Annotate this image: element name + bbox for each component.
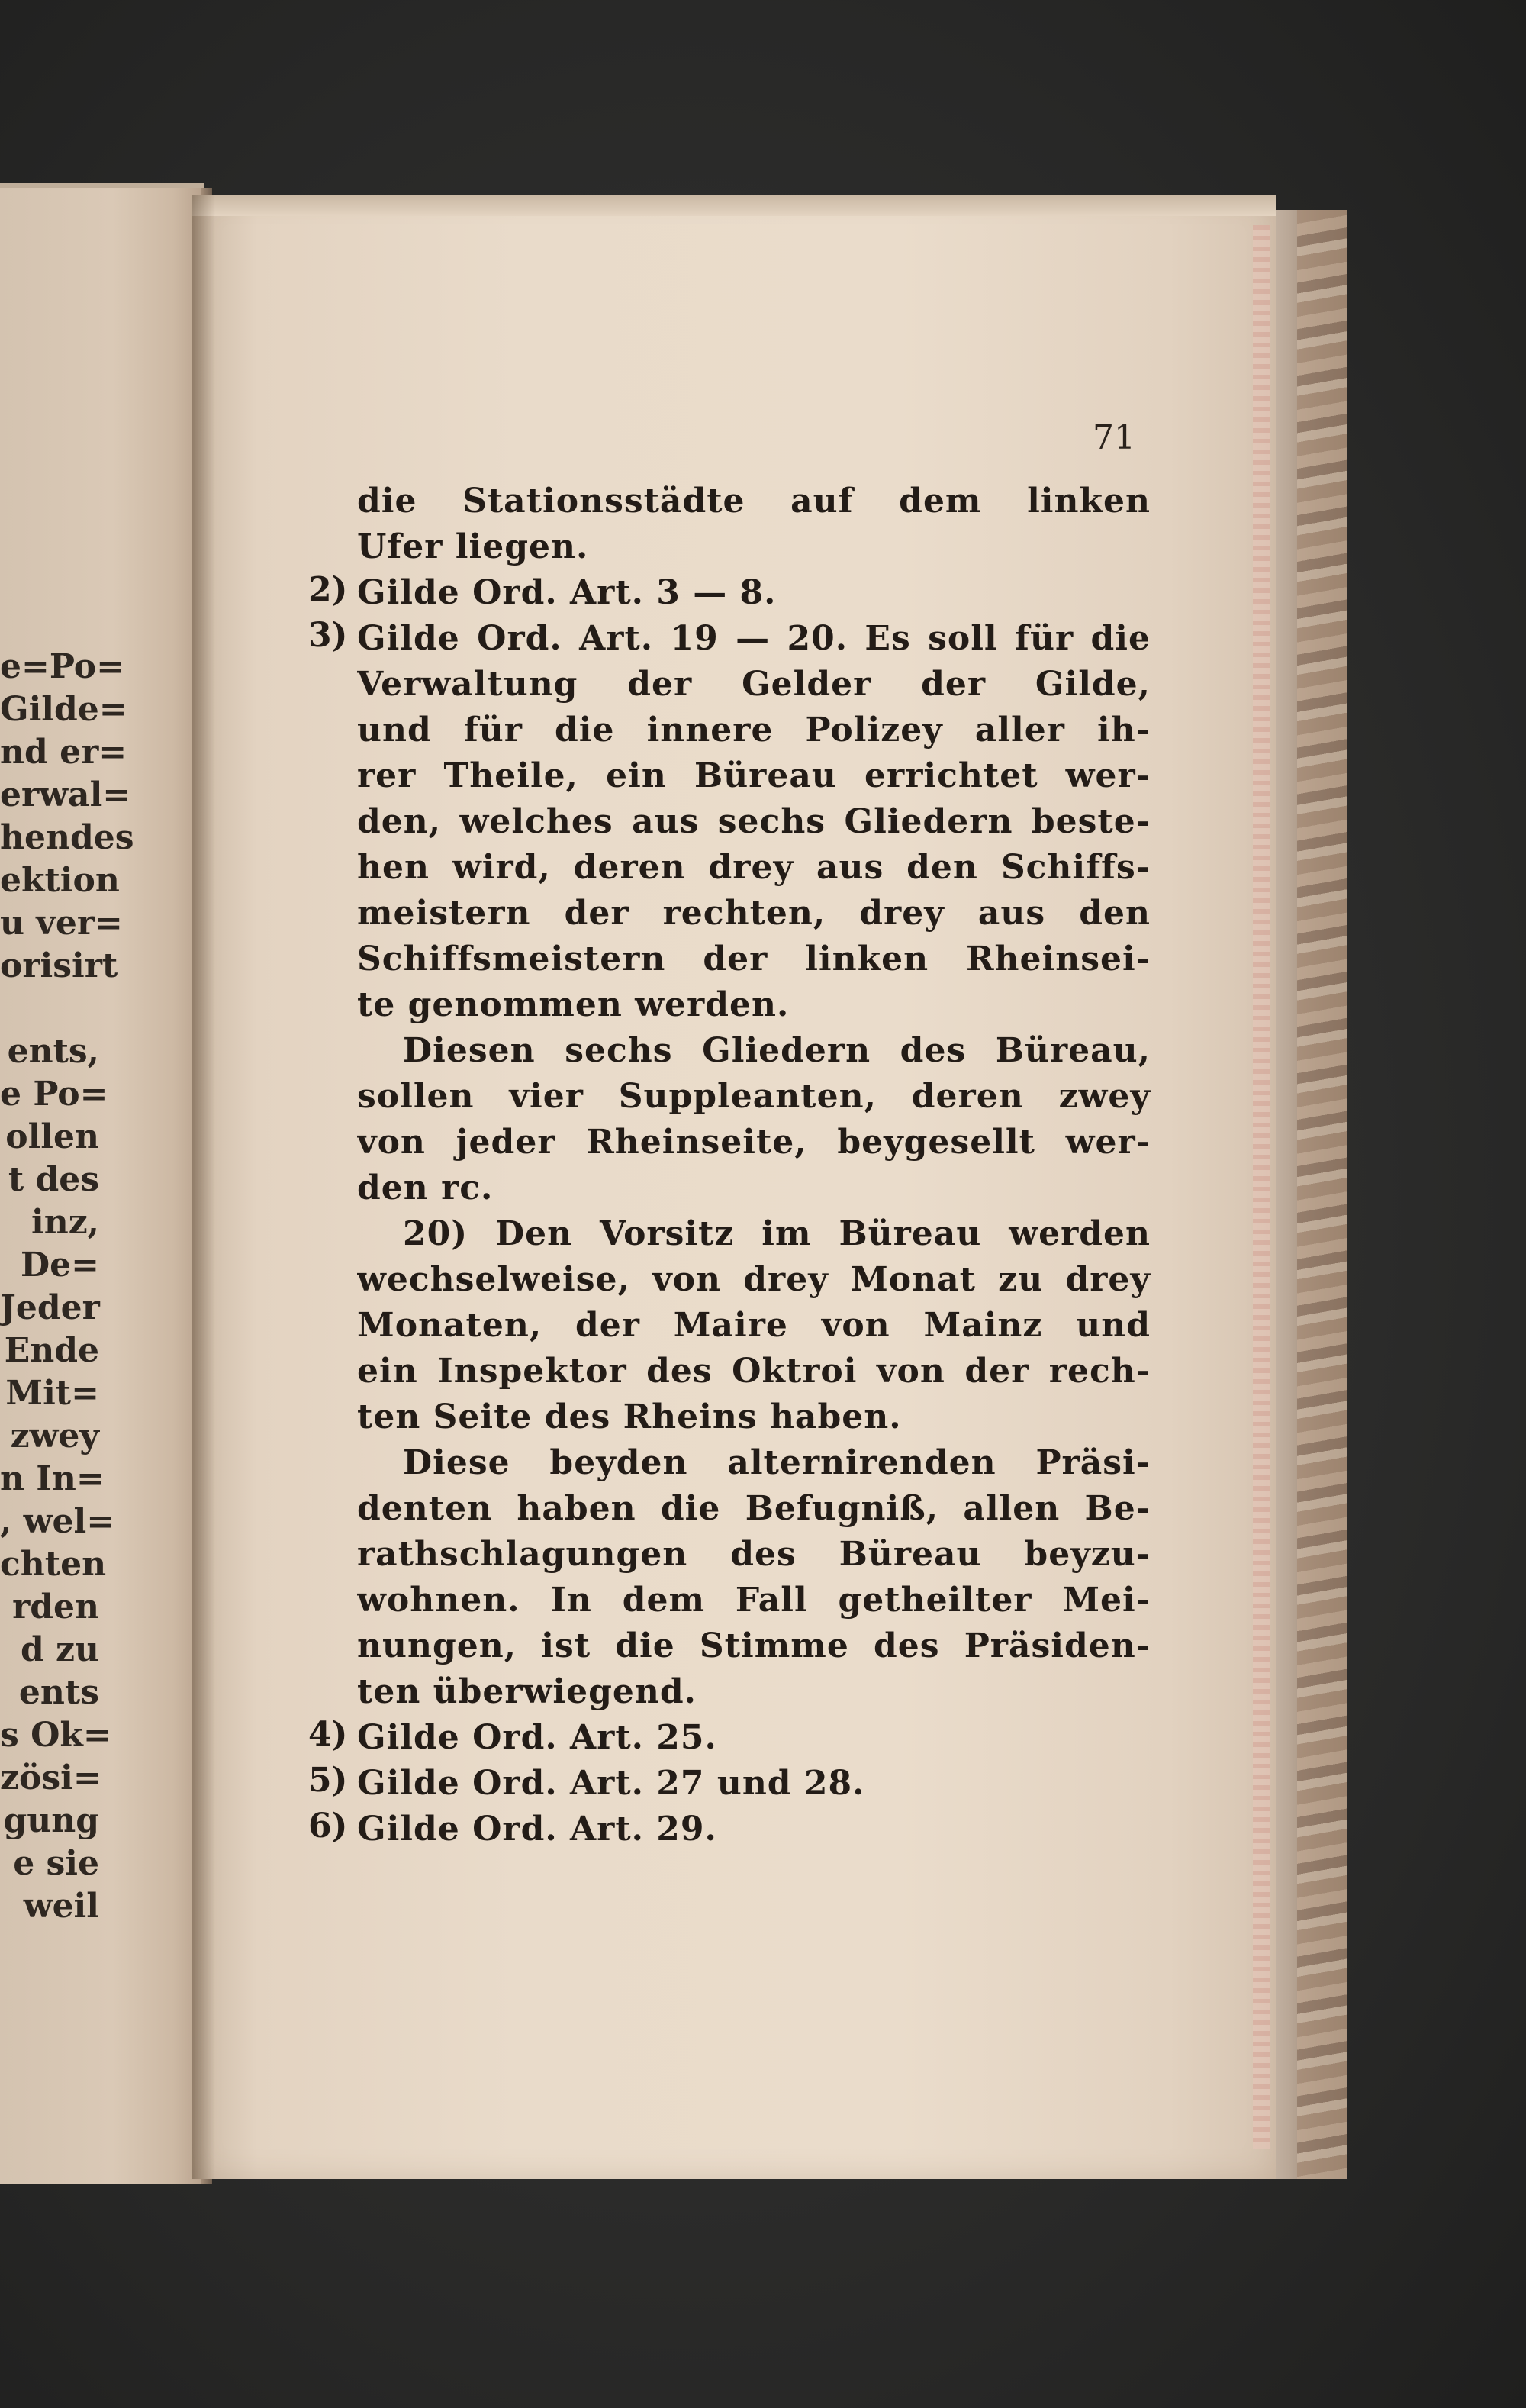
text-line: ten Seite des Rheins haben. [357,1397,902,1436]
left-fragment: rden [12,1588,99,1626]
text-line: rathschlagungen des Büreau beyzu- [357,1535,1151,1574]
text-line: und für die innere Polizey aller ih- [357,711,1151,749]
footnote-6 [308,1807,1151,1852]
text-line: Ufer liegen. [357,527,589,566]
text-line: Gilde Ord. Art. 19 — 20. Es soll für die [357,619,1151,658]
left-fragment: zösi= [0,1758,101,1797]
footnote-number: 3) [308,616,348,655]
page-gutter-shadow [192,195,215,2179]
left-fragment: gung [3,1801,99,1840]
text-line: 20) Den Vorsitz im Büreau werden [403,1214,1151,1253]
text-line: den rc. [357,1169,494,1207]
left-fragment: weil [23,1887,99,1926]
footnote-3 [308,616,1151,1715]
text-line: nungen, ist die Stimme des Präsiden- [357,1626,1151,1665]
left-fragment: e=Po= [0,647,124,686]
text-line: Gilde Ord. Art. 3 — 8. [357,573,777,612]
text-line: Monaten, der Maire von Mainz und [357,1306,1151,1345]
left-fragment: ents [18,1673,99,1712]
left-page-text [0,646,134,1928]
left-fragment: hendes [0,818,134,857]
text-line: ten überwiegend. [357,1672,697,1711]
text-line: von jeder Rheinseite, beygesellt wer- [357,1123,1151,1162]
footnote-4 [308,1715,1151,1761]
text-line: Gilde Ord. Art. 25. [357,1718,717,1757]
text-line: meistern der rechten, drey aus den [357,894,1151,933]
left-fragment: e Po= [0,1075,108,1114]
text-line: den, welches aus sechs Gliedern beste- [357,802,1151,841]
text-line: Schiffsmeistern der linken Rheinsei- [357,940,1151,978]
left-fragment: Mit= [5,1374,99,1413]
text-line: Gilde Ord. Art. 29. [357,1810,717,1849]
left-fragment: ollen [5,1117,99,1156]
text-line: te genommen werden. [357,985,790,1024]
left-fragment: s Ok= [0,1716,111,1755]
left-fragment [0,988,99,1030]
marbled-board [1297,210,1347,2179]
text-line: Diesen sechs Gliedern des Büreau, [403,1031,1151,1070]
left-fragment: ektion [0,861,120,900]
left-fragment: d zu [20,1630,99,1669]
left-fragment: nd er= [0,733,127,772]
left-fragment: chten [0,1545,107,1584]
footnote-2 [308,570,1151,616]
left-fragment: n In= [0,1459,105,1498]
left-fragment: , wel= [0,1502,115,1541]
footnote-number: 5) [308,1761,348,1800]
page-fore-edge [1253,225,1270,2149]
left-fragment: erwal= [0,775,131,814]
left-fragment: inz, [31,1203,99,1242]
left-fragment: Jeder [0,1288,100,1327]
text-line: Gilde Ord. Art. 27 und 28. [357,1764,865,1803]
left-fragment: De= [20,1246,99,1285]
page-body [308,416,1151,1852]
text-line: wohnen. In dem Fall getheilter Mei- [357,1581,1151,1620]
left-fragment: orisirt [0,946,118,985]
text-line: wechselweise, von drey Monat zu drey [357,1260,1151,1299]
left-page [0,183,204,2184]
text-line: denten haben die Befugniß, allen Be- [357,1489,1151,1528]
page-top-edge [192,195,1276,216]
text-line: ein Inspektor des Oktroi von der rech- [357,1352,1151,1391]
footnote-5 [308,1761,1151,1807]
text-line: hen wird, deren drey aus den Schiffs- [357,848,1151,887]
left-fragment: e sie [13,1844,99,1883]
left-fragment: zwey [10,1417,99,1455]
left-fragment: u ver= [0,904,123,943]
text-line: Diese beyden alternirenden Präsi- [403,1443,1151,1482]
text-line: die Stationsstädte auf dem linken [357,482,1151,521]
footnote-number: 6) [308,1807,348,1845]
text-line: sollen vier Suppleanten, deren zwey [357,1077,1151,1116]
footnote-number: 2) [308,570,348,609]
left-fragment: Ende [4,1331,99,1370]
left-fragment: ents, [7,1032,99,1071]
left-fragment: t des [8,1160,99,1199]
text-line: Verwaltung der Gelder der Gilde, [357,665,1151,704]
footnote-number: 4) [308,1715,348,1754]
text-line: rer Theile, ein Büreau errichtet wer- [357,756,1151,795]
page-number: 71 [1093,418,1135,457]
left-fragment: Gilde= [0,690,127,729]
